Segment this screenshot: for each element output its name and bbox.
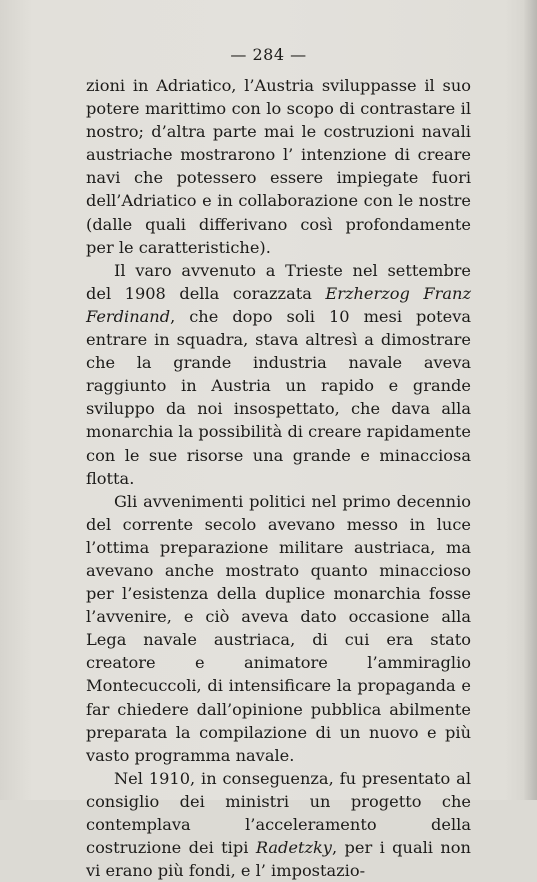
paragraph-1 [86,74,471,259]
ship-name-italic: Erzherzog Franz Ferdinand [86,283,471,326]
paragraph-3 [86,490,471,767]
paragraph-4 [86,767,471,882]
paragraph-2 [86,259,471,490]
page-edge-shadow [523,0,537,800]
body-text [86,74,471,882]
page-number: — 284 — [230,45,307,64]
text-run: zioni in Adriatico, l’Austria sviluppasse il suo potere marittimo con lo scopo di contrastare il nostro; d’altra parte mai le costruzioni navali austriache mostrarono l’ intenzione di creare navi che potessero essere impiegate fuori dell’Adriatico e in collaborazione con le nostre (dalle quali differivano così profondamente per le caratteristiche). [86,76,471,257]
text-run: , che dopo soli 10 mesi poteva entrare in squadra, stava altresì a dimostrare che la grande industria navale aveva raggiunto in Austria un rapido e grande sviluppo da noi insospettato, che dava alla monarchia la possibilità di creare rapidamente con le sue risorse una grande e minacciosa flotta. [86,306,472,488]
text-run: , per i quali non vi erano più fondi, e l’ impostazio- [86,838,471,881]
text-run: Il varo avvenuto a Trieste nel settembre del 1908 della corazzata [86,260,471,303]
text-run: Nel 1910, in conseguenza, fu presentato al consiglio dei ministri un progetto che contemplava l’acceleramento della costruzione dei tipi [86,768,471,858]
text-run: Gli avvenimenti politici nel primo decennio del corrente secolo avevano messo in luce l’ottima preparazione militare austriaca, ma avevano anche mostrato quanto minaccioso per l’esistenza della duplice monarchia fosse l’avvenire, e ciò aveva dato occasione alla Lega navale austriaca, di cui era stato creatore e animatore l’ammiraglio Montecuccoli, di intensificare la propaganda e far chiedere dall’opinione pubblica abilmente preparata la compilazione di un nuovo e più vasto programma navale. [86,491,471,765]
ship-class-italic: Radetzky [255,838,332,858]
